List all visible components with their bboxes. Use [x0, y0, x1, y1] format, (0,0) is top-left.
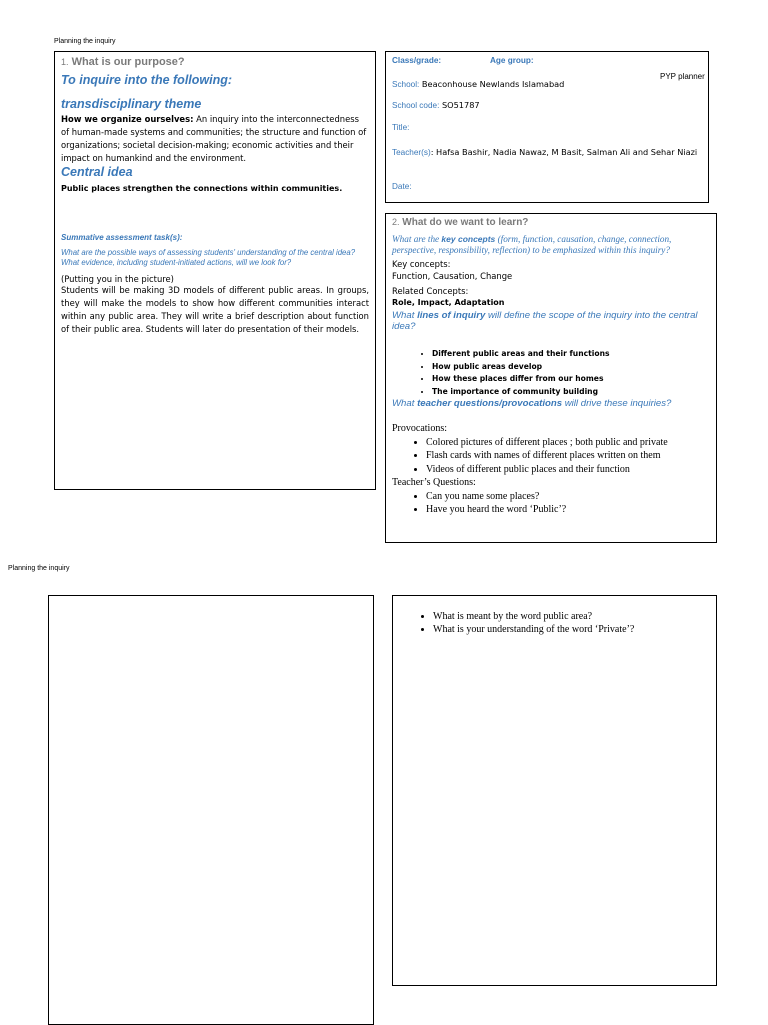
purpose-section: [54, 51, 376, 490]
related-concepts-values: Role, Impact, Adaptation: [392, 298, 505, 307]
theme-heading: transdisciplinary theme: [61, 97, 202, 111]
purpose-heading: [61, 56, 369, 68]
date-label: Date:: [392, 182, 412, 191]
theme-text: An inquiry into the interconnectedness of human-made systems and communities; the structure and function of organizations; societal decision-making; economic activities and their impact on humankind and the environment.: [61, 114, 367, 163]
list-item: • How public areas develop: [432, 361, 710, 374]
list-item: • Videos of different public places and their function: [426, 463, 710, 477]
school-value: Beaconhouse Newlands Islamabad: [419, 79, 565, 89]
summative-question: What are the possible ways of assessing students' understanding of the central idea? What evidence, including student-initiated actions, will we look for?: [61, 248, 356, 267]
kc-question-post: (form, function, causation, change, connection, perspective, responsibility, reflection) to be emphasized within this inquiry?: [392, 234, 672, 255]
page-header: Planning the inquiry: [54, 38, 116, 45]
inquire-heading: To inquire into the following:: [61, 73, 233, 87]
purpose-number: 1.: [61, 57, 69, 67]
task-description: Students will be making 3D models of different public areas. In groups, they will make the models to show how different communities interact within any public area. They will write a brief description about function of their public area. Students will later do presentation of their models.: [61, 285, 369, 334]
title-row: [392, 123, 409, 132]
teacher-questions-list: [426, 490, 710, 517]
learn-number: 2.: [392, 217, 400, 227]
central-idea-text: Public places strengthen the connections within communities.: [61, 184, 343, 193]
lines-of-inquiry-list: [432, 348, 710, 398]
teachers-value: : Hafsa Bashir, Nadia Nawaz, M Basit, Salman Ali and Sehar Niazi: [430, 147, 698, 157]
class-grade-label: Class/grade:: [392, 56, 442, 65]
tq-bold: teacher questions/provocations: [417, 398, 563, 409]
theme-paragraph: [61, 113, 369, 165]
list-item: • Have you heard the word ‘Public’?: [426, 503, 710, 517]
related-concepts-label: Related Concepts:: [392, 286, 469, 296]
date-row: [392, 182, 412, 191]
learn-heading: [392, 217, 710, 228]
teachers-label: Teacher(s): [392, 148, 431, 157]
teachers-row: [392, 146, 702, 159]
loi-bold: lines of inquiry: [417, 310, 486, 321]
school-row: [392, 79, 564, 89]
kc-question-pre: What are the: [392, 234, 442, 244]
loi-pre: What: [392, 310, 418, 321]
theme-title: How we organize ourselves:: [61, 114, 194, 124]
loi-post: will define the scope of the inquiry into the central idea?: [392, 310, 698, 332]
provocations-label: Provocations:: [392, 423, 447, 434]
purpose-heading-text: What is our purpose?: [71, 56, 185, 68]
provocations-list: [426, 436, 710, 477]
teacher-questions-question: [392, 398, 710, 409]
list-item: • Flash cards with names of different places written on them: [426, 449, 710, 463]
page2-right-box: [392, 595, 717, 986]
title-label: Title:: [392, 123, 410, 132]
kc-question-bold: key concepts: [441, 234, 496, 244]
key-concepts-question: [392, 234, 710, 256]
school-code-row: [392, 100, 480, 110]
class-grade-row: [392, 56, 441, 65]
key-concepts-label: Key concepts:: [392, 259, 451, 269]
lines-of-inquiry-question: [392, 310, 710, 332]
list-item: • Colored pictures of different places ; both public and private: [426, 436, 710, 450]
list-item: • Different public areas and their functions: [432, 348, 710, 361]
learn-heading-text: What do we want to learn?: [402, 217, 529, 228]
putting-text: (Putting you in the picture): [61, 274, 174, 284]
school-label: School:: [392, 80, 420, 89]
teacher-questions-label: Teacher’s Questions:: [392, 477, 476, 488]
page2-header: Planning the inquiry: [8, 565, 70, 572]
key-concepts-values: Function, Causation, Change: [392, 271, 513, 281]
provocations-block: [392, 422, 710, 517]
school-code-value: SO51787: [439, 100, 480, 110]
summative-heading: Summative assessment task(s):: [61, 233, 183, 242]
list-item: • How these places differ from our homes: [432, 373, 710, 386]
pyp-planner-label: PYP planner: [660, 72, 705, 81]
list-item: • What is your understanding of the word ‘Private’?: [433, 623, 710, 636]
tq-post: will drive these inquiries?: [562, 398, 672, 409]
central-idea-heading: Central idea: [61, 165, 133, 179]
page2-left-box: [48, 595, 374, 1025]
page2-questions-list: [433, 610, 710, 636]
tq-pre: What: [392, 398, 418, 409]
learn-section: [385, 213, 717, 543]
list-item: • Can you name some places?: [426, 490, 710, 504]
list-item: • The importance of community building: [432, 386, 710, 399]
school-code-label: School code:: [392, 101, 440, 110]
age-group-row: [490, 56, 534, 65]
list-item: • What is meant by the word public area?: [433, 610, 710, 623]
age-group-label: Age group:: [490, 56, 534, 65]
